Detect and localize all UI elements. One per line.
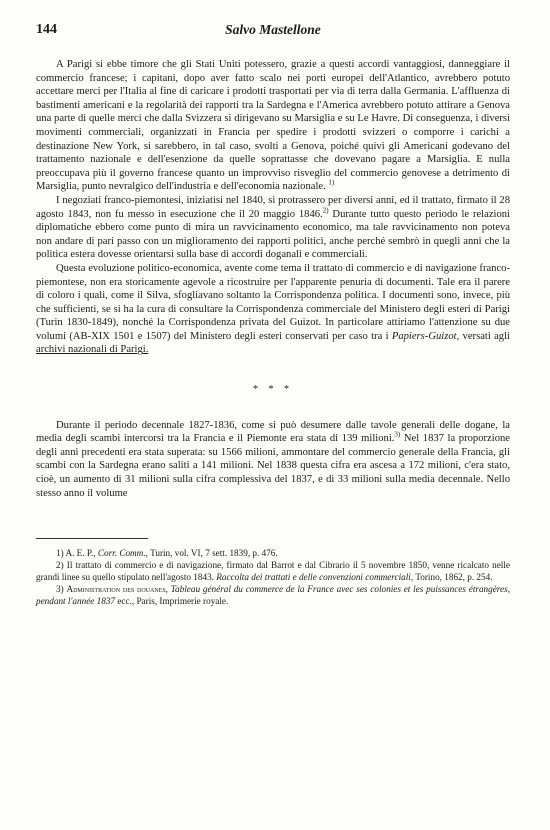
main-text bbox=[36, 58, 510, 500]
footnote-3-smallcaps: Administration des douanes, bbox=[66, 584, 168, 595]
page-number: 144 bbox=[36, 22, 57, 37]
paragraph-4-text-b: Nel 1837 la proporzione degli anni precedenti era stata superata: su 1566 milioni, ammontare del commercio generale della Francia, gli scambi con la Sardegna erano saliti a 141 milioni. Nel 1838 questa cifra era ascesa a 172 milioni, c'era stato, cioè, un aumento di 31 milioni sulla cifra complessiva del 1837, e di 33 milioni sulla media decennale. Nello stesso anno il volume bbox=[36, 433, 510, 499]
footnote-ref-2: 2) bbox=[322, 206, 329, 214]
section-ornament: * * * bbox=[253, 384, 293, 396]
footnote-3-mark: 3) bbox=[56, 584, 64, 595]
book-page bbox=[36, 18, 510, 607]
footnote-3-post: ecc., Paris, Imprimerie royale. bbox=[117, 596, 229, 607]
footnote-2-post: Torino, 1862, p. 254. bbox=[415, 572, 493, 583]
footnote-ref-3: 3) bbox=[394, 430, 401, 439]
footnote-2 bbox=[36, 559, 510, 583]
running-title: Salvo Mastellone bbox=[225, 22, 321, 37]
paragraph-2 bbox=[36, 194, 510, 262]
footnote-1-pre: A. E. P., bbox=[65, 548, 96, 559]
paragraph-2-text-b: Durante tutto questo periodo le relazioni diplomatiche ebbero come punto di mira un ravvicinamento economico, ma tale ravvicinamento non poteva non andare di pari passo con un miglioramento dei rapporti politici, anche perché sembrò in quegli anni che la politica estera dovesse orientarsi sulla base di accordi doganali e commerciali. bbox=[36, 208, 511, 261]
footnote-2-italic: Raccolta dei trattati e delle convenzioni commerciali, bbox=[216, 572, 414, 583]
footnote-1-mark: 1) bbox=[56, 548, 64, 559]
paragraph-4 bbox=[36, 419, 510, 501]
footnote-divider bbox=[36, 538, 148, 539]
paragraph-3-italic: Papiers-Guizot, bbox=[391, 330, 460, 342]
paragraph-4-text-a: Durante il periodo decennale 1827-1836, come si può desumere dalle tavole generali delle dogane, la media degli scambi intercorsi tra la Francia e il Piemonte era stata di 139 milioni. bbox=[36, 419, 510, 445]
paragraph-2-text-a: I negoziati franco-piemontesi, iniziatisi nel 1840, si protrassero per diversi anni, ed il trattato, firmato il 28 agosto 1843, non fu messo in esecuzione che il 20 maggio 1846. bbox=[36, 194, 510, 220]
paragraph-3-text-b: versati agli bbox=[462, 330, 510, 342]
paragraph-3-text-a: Questa evoluzione politico-economica, avente come tema il trattato di commercio e di navigazione franco-piemontese, non era storicamente agevole a ricostruire per l'apparente penuria di documenti. Tale era il parere di coloro i quali, come il Silva, sfogliavano soltanto la Corrispondenza politica. I documenti sono, invece, più che sufficienti, se si ha la cura di consultare la Corrispondenza commerciale del Ministero degli esteri di Parigi (Turin 1830-1849), nonché la Corrispondenza privata del Guizot. In particolare attiriamo l'attenzione su due volumi (AB-XIX 1501 e 1507) del Ministero degli esteri conservati per caso tra i bbox=[36, 262, 510, 342]
footnote-1 bbox=[36, 547, 510, 559]
footnote-ref-1: 1) bbox=[328, 178, 335, 187]
footnote-2-mark: 2) bbox=[56, 560, 64, 571]
paragraph-1 bbox=[36, 58, 510, 194]
paragraph-3-underlined: archivi nazionali di Parigi. bbox=[36, 344, 149, 356]
footnote-2-pre: Il trattato di commercio e di navigazione, firmato dal Barrot e dal Cibrario il 5 novembre 1850, venne ricalcato nelle grandi linee su quello stipulato nell'agosto 1843. bbox=[36, 560, 510, 583]
footnote-3-italic: Tableau général du commerce de la France avec ses colonies et les puissances étrangères, pendant l'année 1837 bbox=[36, 584, 510, 607]
footnote-3 bbox=[36, 583, 510, 607]
paragraph-3 bbox=[36, 262, 510, 357]
footnote-1-post: Turin, vol. VI, 7 sett. 1839, p. 476. bbox=[150, 548, 278, 559]
footnotes bbox=[36, 547, 510, 607]
paragraph-1-text: A Parigi si ebbe timore che gli Stati Uniti potessero, grazie a questi accordi vantaggiosi, danneggiare il commercio francese; i capitani, dopo aver fatto scalo nei porti europei dell'Atlantico, avrebbero potuto accettare merci per l'Italia al fine di caricare i prodotti trasportati per via di terra dalla Germania. L'affluenza di bastimenti americani e la regolarità dei rapporti tra la Sardegna e l'America avrebbero potuto attirare a Genova una parte di quelle merci che dalla Svizzera si dirigevano su Marsiglia e su Le Havre. Di conseguenza, i diversi movimenti commerciali, organizzati in Francia per spedire i prodotti svizzeri o comporre i carichi a destinazione New York, si sarebbero, in tal caso, svolti a Genova, poiché quivi gli Americani godevano del trattamento nazionale e dell'esenzione da quelle soprattasse che dovevano pagare a Marsiglia. E nulla preoccupava più il governo francese quanto un improvviso risveglio del commercio genovese a detrimento di Marsiglia, punto nevralgico dell'industria e dell'economia nazionale. bbox=[36, 59, 510, 193]
footnote-1-italic: Corr. Comm., bbox=[97, 548, 148, 559]
running-head bbox=[36, 18, 510, 44]
